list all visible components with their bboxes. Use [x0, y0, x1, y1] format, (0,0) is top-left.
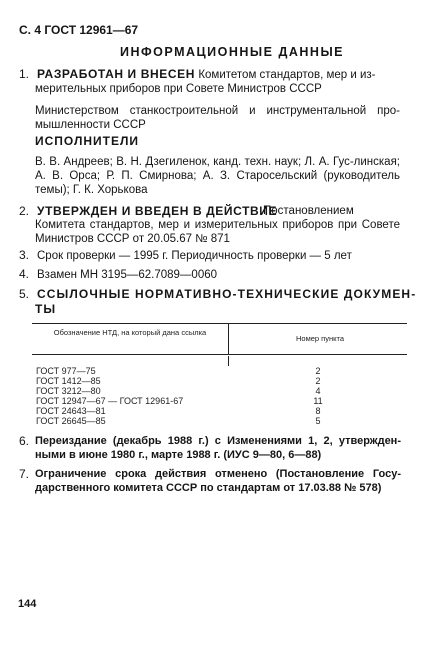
section-6-text: Переиздание (декабрь 1988 г.) с Изменениями 1, 2, утвержден-ными в июне 1980 г., марте 1988 г. (ИУС 9—80, 6—88)	[35, 435, 401, 461]
section-1-ministry: Министерством станкостроительной и инструментальной про-мышленности СССР	[35, 105, 400, 131]
table-header-divider	[228, 324, 229, 354]
section-2-text: Постановлением Комитета стандартов, мер и измерительных приборов при Совете Министров СССР от 20.05.67 № 871	[35, 205, 400, 245]
table-row	[36, 366, 406, 376]
executors-heading: ИСПОЛНИТЕЛИ	[35, 134, 140, 148]
table-cell-doc: ГОСТ 12947—67 — ГОСТ 12961-67	[36, 396, 184, 406]
running-header: С. 4 ГОСТ 12961—67	[19, 23, 139, 37]
table-header-document: Обозначение НТД, на который дана ссылка	[53, 328, 207, 337]
table-cell-clause: 11	[313, 396, 323, 406]
table-row	[36, 376, 406, 386]
section-3-text: Срок проверки — 1995 г. Периодичность проверки — 5 лет	[37, 250, 352, 262]
page-title: ИНФОРМАЦИОННЫЕ ДАННЫЕ	[120, 45, 345, 59]
table-header-clause: Номер пункта	[295, 334, 344, 343]
section-1-line1	[19, 67, 376, 83]
table-body	[36, 366, 406, 426]
table-row	[36, 406, 406, 416]
section-5-heading	[19, 287, 416, 302]
table-cell-doc: ГОСТ 3212—80	[36, 386, 101, 396]
table-row	[36, 396, 406, 406]
section-2-heading: УТВЕРЖДЕН И ВВЕДЕН В ДЕЙСТВИЕ	[37, 204, 278, 218]
table-cell-doc: ГОСТ 24643—81	[36, 406, 106, 416]
section-1-text: Комитетом стандартов, мер и из-	[198, 69, 376, 81]
table-row	[36, 416, 406, 426]
section-1-number: 1.	[19, 67, 30, 81]
table-top-rule	[32, 323, 407, 324]
section-5-number: 5.	[19, 287, 30, 301]
section-4	[19, 267, 217, 283]
section-5-heading-line1: ССЫЛОЧНЫЕ НОРМАТИВНО-ТЕХНИЧЕСКИЕ ДОКУМЕН-	[37, 287, 417, 301]
section-3-number: 3.	[19, 248, 30, 262]
section-1-line2: мерительных приборов при Совете Министров СССР	[35, 83, 322, 95]
table-cell-doc: ГОСТ 26645—85	[36, 416, 106, 426]
table-cell-clause: 2	[315, 376, 321, 386]
section-7-number: 7.	[19, 467, 30, 481]
table-cell-clause: 8	[315, 406, 321, 416]
table-header-rule	[32, 354, 407, 355]
executors-list: В. В. Андреев; В. Н. Дзегиленок, канд. техн. наук; Л. А. Гус-линская; А. В. Орса; Р. П. Смирнова; А. З. Старосельский (руководитель темы); Г. К. Хорькова	[35, 156, 400, 196]
section-6-number: 6.	[19, 434, 30, 448]
page-number: 144	[18, 598, 37, 610]
table-cell-clause: 5	[315, 416, 321, 426]
table-cell-doc: ГОСТ 1412—85	[36, 376, 101, 386]
table-body-divider	[228, 356, 229, 366]
table-cell-clause: 4	[315, 386, 321, 396]
table-cell-doc: ГОСТ 977—75	[36, 366, 96, 376]
section-1-heading: РАЗРАБОТАН И ВНЕСЕН	[37, 67, 195, 81]
table-row	[36, 386, 406, 396]
section-3	[19, 248, 352, 264]
section-5-heading-line2: ТЫ	[35, 302, 57, 316]
section-4-text: Взамен МН 3195—62.7089—0060	[37, 269, 218, 281]
section-2-number: 2.	[19, 204, 30, 218]
table-cell-clause: 2	[315, 366, 321, 376]
section-7-text: Ограничение срока действия отменено (Постановление Госу-дарственного комитета СССР по стандартам от 17.03.88 № 578)	[35, 468, 401, 494]
section-4-number: 4.	[19, 267, 30, 281]
